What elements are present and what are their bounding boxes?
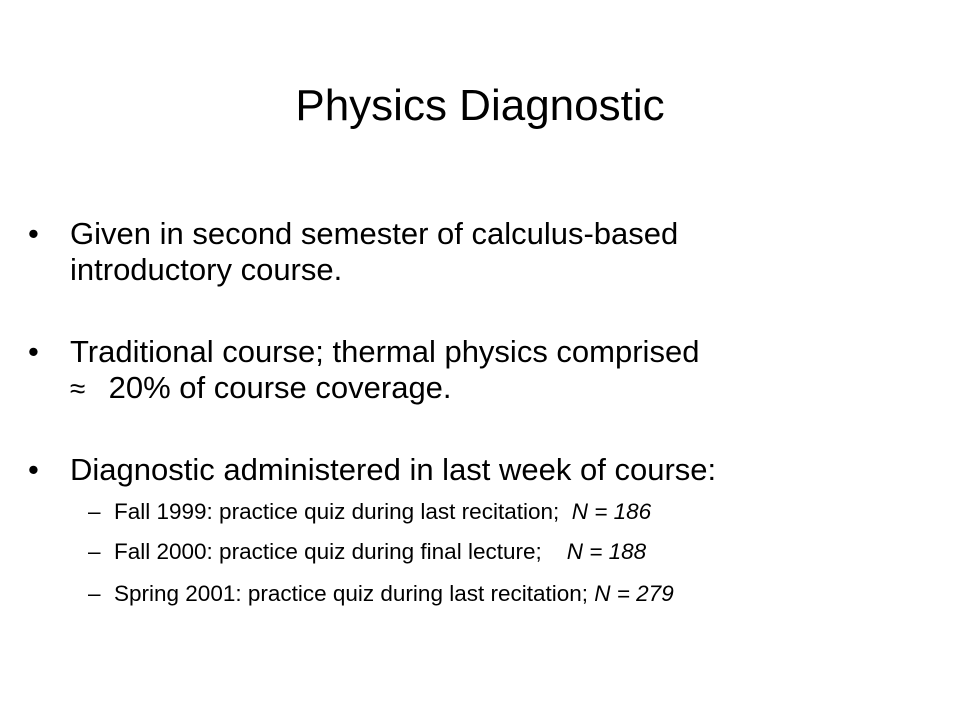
bullet-line (70, 370, 699, 407)
sub-item-dash: – (88, 539, 101, 564)
sample-size: N = 188 (566, 539, 647, 564)
sample-size: N = 279 (594, 581, 674, 606)
sub-item-dash: – (88, 581, 101, 606)
bullet-line-text: 20% of course coverage. (100, 370, 452, 405)
bullet-text (70, 452, 716, 488)
bullet-text (70, 216, 678, 288)
sub-item-text: Fall 1999: practice quiz during last recitation; (114, 499, 572, 524)
sub-item-text-wrap (114, 538, 646, 566)
approx-symbol: ≈ (70, 373, 86, 404)
sub-item-text-wrap (114, 498, 651, 526)
bullet-symbol: • (28, 216, 39, 251)
sub-item-text-wrap (114, 580, 674, 608)
sub-item-dash: – (88, 499, 101, 524)
slide-title: Physics Diagnostic (295, 81, 665, 130)
sub-item-text: Spring 2001: practice quiz during last recitation; (114, 581, 595, 606)
bullet-line: introductory course. (70, 252, 343, 287)
bullet-line: Diagnostic administered in last week of course: (70, 452, 717, 487)
bullet-line: Given in second semester of calculus-based (70, 216, 679, 251)
sample-size: N = 186 (571, 499, 652, 524)
bullet-text (70, 334, 699, 407)
sub-item-text: Fall 2000: practice quiz during final lecture; (114, 539, 567, 564)
bullet-symbol: • (28, 334, 39, 369)
bullet-line: Traditional course; thermal physics comprised (70, 334, 700, 369)
bullet-symbol: • (28, 452, 39, 487)
